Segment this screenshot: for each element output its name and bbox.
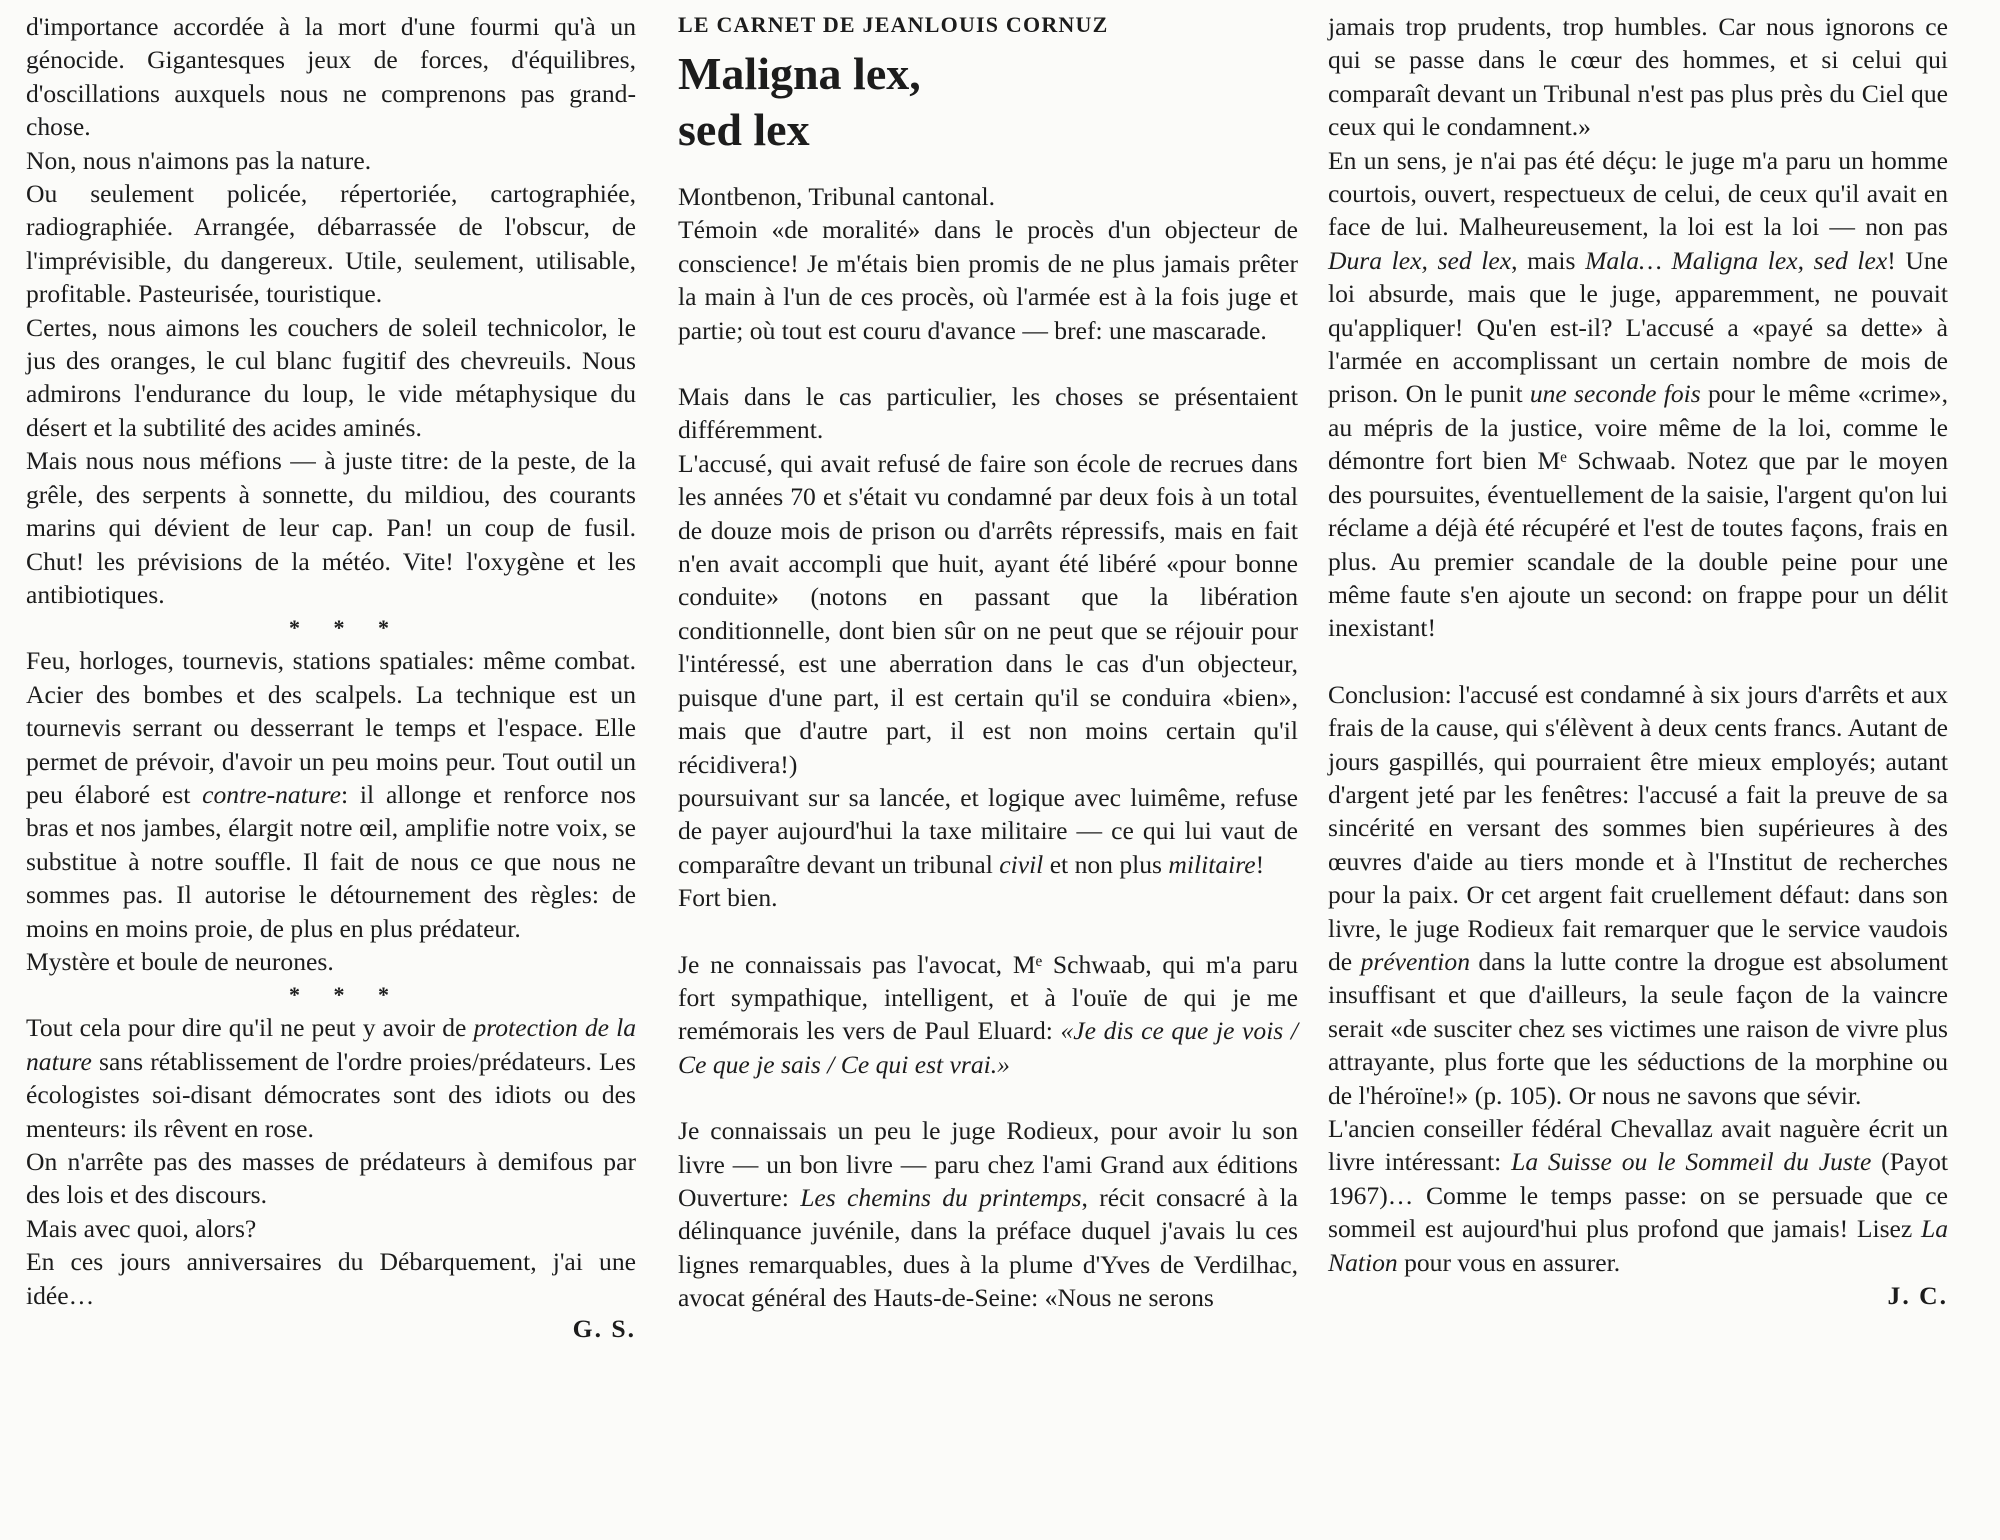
paragraph: Ou seulement policée, répertoriée, cartographiée, radiographiée. Arrangée, débarrassée de l'obscur, de l'imprévisible, du dangereux. Utile, seulement, utilisable, profitable. Pasteurisée, touristique. [26, 179, 636, 309]
paragraph: Mais avec quoi, alors? [26, 1213, 257, 1243]
paragraph: On n'arrête pas des masses de prédateurs à demifous par des lois et des discours. [26, 1147, 636, 1210]
paragraph: Non, nous n'aimons pas la nature. [26, 145, 372, 175]
paragraph: Mais nous nous méfions — à juste titre: de la peste, de la grêle, des serpents à sonnette, du mildiou, des courants marins qui dévient de leur cap. Pan! un coup de fusil. Chut! les prévisions de la météo. Vite! l'oxygène et les antibiotiques. [26, 446, 636, 609]
paragraph: Mystère et boule de neurones. [26, 946, 334, 976]
paragraph: L'accusé, qui avait refusé de faire son école de recrues dans les années 70 et s'était vu condamné par deux fois à un total de douze mois de prison ou d'arrêts répressifs, mais en fait n'en avait accompli que huit, ayant été libéré «pour bonne conduite» (notons en passant que la libération conditionnelle, dont bien sûr on ne peut que se réjouir pour l'intéressé, est une aberration dans le cas d'un objecteur, puisque d'une part, il est certain qu'il se conduira «bien», mais que d'autre part, il est non moins certain qu'il récidivera!) [678, 448, 1298, 779]
paragraph: En un sens, je n'ai pas été déçu: le juge m'a paru un homme courtois, ouvert, respectueux de celui, de ceux qu'il avait en face de lui. Malheureusement, la loi est la loi — non pas Dura lex, sed lex, mais Mala… Maligna lex, sed lex! Une loi absurde, mais que le juge, apparemment, ne pouvait qu'appliquer! Qu'en est-il? L'accusé a «payé sa dette» à l'armée en accomplissant un certain nombre de mois de prison. On le punit une seconde fois pour le même «crime», au mépris de la justice, voire même de la loi, comme le démontre fort bien Mᵉ Schwaab. Notez que par le moyen des poursuites, éventuellement de la saisie, l'argent qu'on lui réclame a déjà été récupéré et l'est de toutes façons, frais en plus. Au premier scandale de la double peine pour une même faute s'en ajoute un second: on frappe pour un délit inexistant! [1328, 145, 1948, 643]
article-headline: Maligna lex, sed lex [678, 48, 921, 155]
author-signature: J. C. [1887, 1281, 1948, 1311]
paragraph: En ces jours anniversaires du Débarquement, j'ai une idée… [26, 1247, 636, 1310]
paragraph: Tout cela pour dire qu'il ne peut y avoir de protection de la nature sans rétablissement de l'ordre proies/prédateurs. Les écologistes soi-disant démocrates sont des idiots ou des menteurs: ils rêvent en rose. [26, 1013, 636, 1143]
paragraph: jamais trop prudents, trop humbles. Car nous ignorons ce qui se passe dans le cœur des hommes, et si celui qui comparaît devant un Tribunal n'est pas plus près du Ciel que ceux qui le condamnent.» [1328, 12, 1948, 142]
column-kicker: LE CARNET DE JEANLOUIS CORNUZ [678, 12, 1109, 37]
paragraph: Fort bien. [678, 883, 778, 913]
paragraph: Certes, nous aimons les couchers de soleil technicolor, le jus des oranges, le cul blanc fugitif des chevreuils. Nous admirons l'endurance du loup, le vide métaphysique du désert et la subtilité des acides aminés. [26, 312, 636, 442]
paragraph: Conclusion: l'accusé est condamné à six jours d'arrêts et aux frais de la cause, qui s'élèvent à deux cents francs. Autant de jours gaspillés, qui pourraient être mieux employés; autant d'argent jeté par les fenêtres: l'accusé a fait la preuve de sa sincérité en versant des sommes bien supérieures à des œuvres d'aide au tiers monde et à l'Institut de recherches pour la paix. Or cet argent fait cruellement défaut: dans son livre, le juge Rodieux fait remarquer que le service vaudois de prévention dans la lutte contre la drogue est absolument insuffisant et que d'ailleurs, la seule façon de la vaincre serait «de susciter chez ses victimes une raison de vivre plus attrayante, plus forte que les séductions de la morphine ou de l'héroïne!» (p. 105). Or nous ne savons que sévir. [1328, 679, 1948, 1110]
section-separator: * * * [289, 982, 403, 1008]
paragraph: Feu, horloges, tournevis, stations spatiales: même combat. Acier des bombes et des scalpels. La technique est un tournevis serrant ou desserrant le temps et l'espace. Elle permet de prévoir, d'avoir un peu moins peur. Tout outil un peu élaboré est contre-nature: il allonge et renforce nos bras et nos jambes, élargit notre œil, amplifie notre voix, se substitue à notre souffle. Il fait de nous ce que nous ne sommes pas. Il autorise le détournement des règles: de moins en moins proie, de plus en plus prédateur. [26, 646, 636, 943]
column-left [26, 10, 636, 1345]
paragraph: Mais dans le cas particulier, les choses se présentaient différemment. [678, 382, 1298, 445]
section-separator: * * * [289, 615, 403, 641]
paragraph: Je connaissais un peu le juge Rodieux, pour avoir lu son livre — un bon livre — paru chez l'ami Grand aux éditions Ouverture: Les chemins du printemps, récit consacré à la délinquance juvénile, dans la préface duquel j'avais lu ces lignes remarquables, dues à la plume d'Yves de Verdilhac, avocat général des Hauts-de-Seine: «Nous ne serons [678, 1116, 1298, 1313]
author-signature: G. S. [572, 1314, 636, 1344]
column-middle [678, 10, 1298, 1315]
paragraph: Témoin «de moralité» dans le procès d'un objecteur de conscience! Je m'étais bien promis de ne plus jamais prêter la main à l'un de ces procès, où l'armée est à la fois juge et partie; où tout est couru d'avance — bref: une mascarade. [678, 215, 1298, 345]
paragraph: Je ne connaissais pas l'avocat, Mᵉ Schwaab, qui m'a paru fort sympathique, intelligent, et à l'ouïe de qui je me remémorais les vers de Paul Eluard: «Je dis ce que je vois / Ce que je sais / Ce qui est vrai.» [678, 949, 1298, 1079]
paragraph: d'importance accordée à la mort d'une fourmi qu'à un génocide. Gigantesques jeux de forces, d'équilibres, d'oscillations auxquels nous ne comprenons pas grand-chose. [26, 12, 636, 142]
paragraph: poursuivant sur sa lancée, et logique avec luimême, refuse de payer aujourd'hui la taxe militaire — ce qui lui vaut de comparaître devant un tribunal civil et non plus militaire! [678, 782, 1298, 879]
paragraph: Montbenon, Tribunal cantonal. [678, 182, 996, 211]
paragraph: L'ancien conseiller fédéral Chevallaz avait naguère écrit un livre intéressant: La Suisse ou le Sommeil du Juste (Payot 1967)… Comme le temps passe: on se persuade que ce sommeil est aujourd'hui plus profond que jamais! Lisez La Nation pour vous en assurer. [1328, 1114, 1948, 1277]
column-right [1328, 10, 1948, 1312]
